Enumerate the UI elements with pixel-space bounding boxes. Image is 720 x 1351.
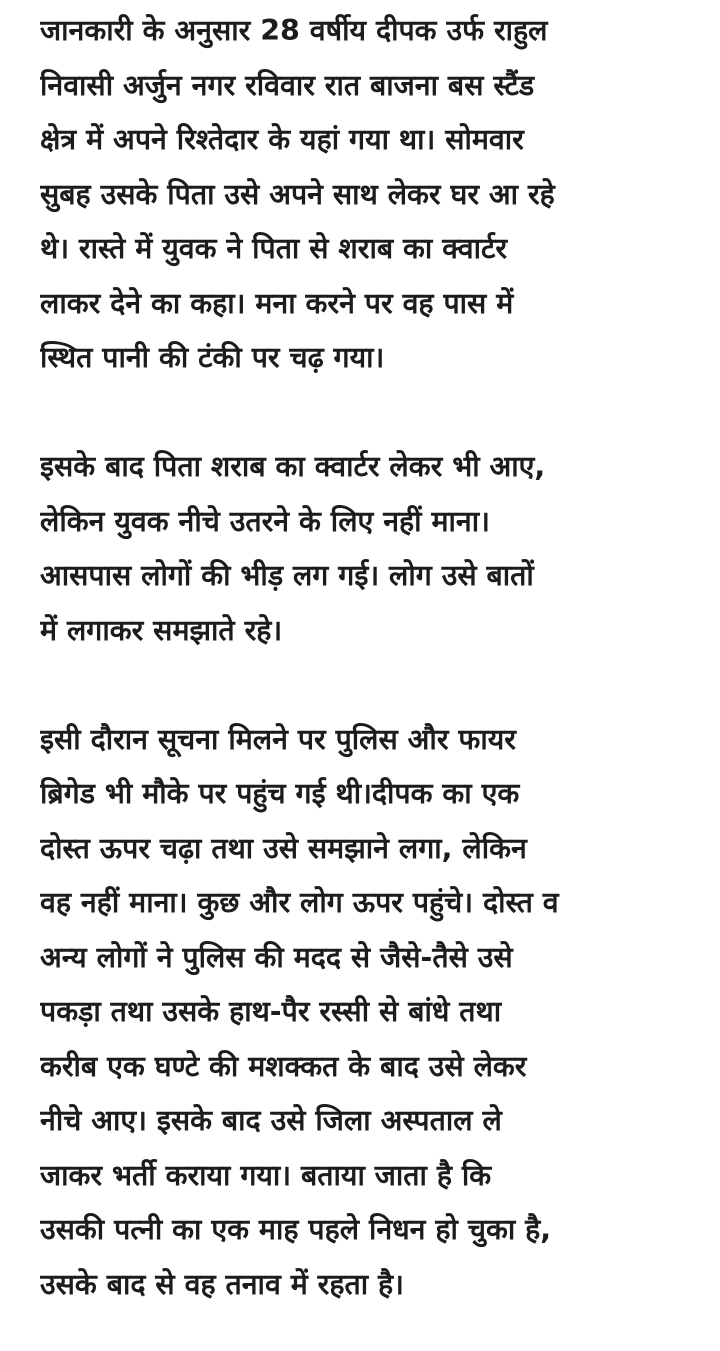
- paragraph-2: [40, 440, 688, 658]
- text-line: थे। रास्ते में युवक ने पिता से शराब का क्वार्टर: [40, 232, 508, 265]
- text-line: उसके बाद से वह तनाव में रहता है।: [40, 1267, 404, 1301]
- text-line: करीब एक घण्टे की मशक्कत के बाद उसे लेकर: [40, 1049, 527, 1083]
- paragraph-1: [40, 4, 688, 386]
- text-line: जानकारी के अनुसार 28 वर्षीय दीपक उर्फ राहुल: [40, 14, 548, 47]
- text-line: जाकर भर्ती कराया गया। बताया जाता है कि: [40, 1158, 492, 1192]
- text-line: लाकर देने का कहा। मना करने पर वह पास में: [40, 286, 514, 320]
- text-line: क्षेत्र में अपने रिश्तेदार के यहां गया था। सोमवार: [40, 123, 524, 156]
- text-line: पकड़ा तथा उसके हाथ-पैर रस्सी से बांधे तथा: [40, 995, 502, 1028]
- text-line: आसपास लोगों की भीड़ लग गई। लोग उसे बातों: [40, 559, 534, 592]
- text-line: इसी दौरान सूचना मिलने पर पुलिस और फायर: [40, 722, 516, 756]
- paragraph-spacer: [40, 386, 688, 441]
- text-line: में लगाकर समझाते रहे।: [40, 613, 283, 647]
- text-line: लेकिन युवक नीचे उतरने के लिए नहीं माना।: [40, 504, 490, 538]
- text-line: उसकी पत्नी का एक माह पहले निधन हो चुका है,: [40, 1213, 552, 1246]
- text-line: ब्रिगेड भी मौके पर पहुंच गई थी।दीपक का एक: [40, 777, 520, 810]
- paragraph-3: [40, 713, 688, 1313]
- text-line: दोस्त ऊपर चढ़ा तथा उसे समझाने लगा, लेकिन: [40, 831, 527, 865]
- text-line: सुबह उसके पिता उसे अपने साथ लेकर घर आ रहे: [40, 177, 555, 211]
- text-line: स्थित पानी की टंकी पर चढ़ गया।: [40, 341, 385, 374]
- text-line: इसके बाद पिता शराब का क्वार्टर लेकर भी आए,: [40, 450, 546, 483]
- text-line: अन्य लोगों ने पुलिस की मदद से जैसे-तैसे उसे: [40, 940, 513, 974]
- text-line: नीचे आए। इसके बाद उसे जिला अस्पताल ले: [40, 1104, 502, 1137]
- text-line: वह नहीं माना। कुछ और लोग ऊपर पहुंचे। दोस्त व: [40, 886, 559, 919]
- paragraph-spacer: [40, 658, 688, 713]
- text-line: निवासी अर्जुन नगर रविवार रात बाजना बस स्टैंड: [40, 68, 535, 102]
